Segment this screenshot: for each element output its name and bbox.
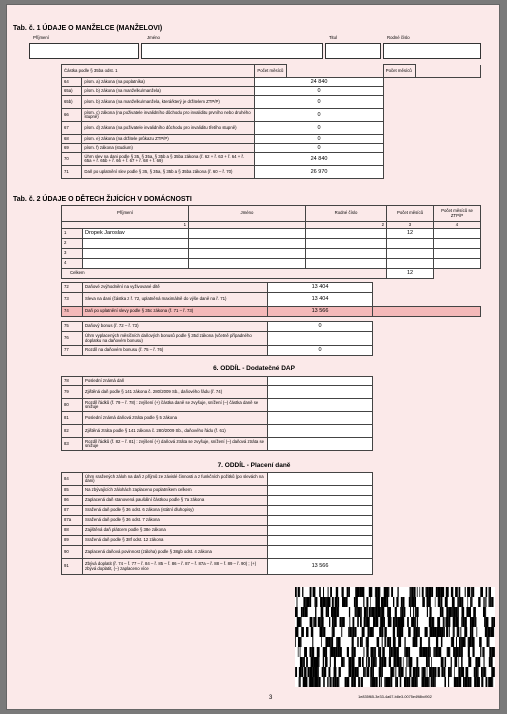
child-months-header: Počet měsíců xyxy=(387,206,434,222)
row-82-value[interactable] xyxy=(268,425,373,438)
name-label: Jméno xyxy=(147,35,160,40)
child-name-header: Jméno xyxy=(189,206,306,222)
page-number: 3 xyxy=(269,695,273,701)
child-benefit-table: 72 Daňové zvýhodnění na vyživované dítě 13 404 73 Sleva na dani (částka z ř. 72, uplatněná maximálně do výše daně na ř. 71) 13 404 74 Daň po uplatnění slevy podle § 35c zákona (ř. 71 – ř. 73) 13 566 xyxy=(61,282,481,317)
months-col-header: Počet měsíců xyxy=(255,65,287,78)
section-6-title: 6. ODDÍL - Dodatečné DAP xyxy=(213,365,295,372)
row-89-value[interactable] xyxy=(268,536,373,546)
row-66-value[interactable]: 0 xyxy=(255,109,383,122)
row-90-value[interactable] xyxy=(268,546,373,559)
spouse-surname-field[interactable] xyxy=(29,43,139,59)
barcode-id: 1e835f65-3e33-4a67-b8e3-0075e498bd902 xyxy=(358,695,432,699)
row-69-value[interactable]: 0 xyxy=(255,144,383,153)
row-65a-value[interactable]: 0 xyxy=(255,87,383,96)
pdf417-barcode xyxy=(295,587,495,687)
row-87-value[interactable] xyxy=(268,506,373,516)
child-surname-header: Příjmení xyxy=(62,206,189,222)
row-83-value[interactable] xyxy=(268,438,373,451)
total-label: Celkem xyxy=(62,269,387,279)
row-91-value[interactable]: 13 566 xyxy=(268,559,373,575)
row-88-value[interactable] xyxy=(268,526,373,536)
row-80-value[interactable] xyxy=(268,399,373,412)
section-7-title: 7. ODDÍL - Placení daně xyxy=(217,462,291,469)
bonus-table: 75 Daňový bonus (ř. 72 – ř. 73) 0 76 Úhrn vyplacených měsíčních daňových bonusů podle § 35d zákona (včetně případného doplatku na daňovém bonusu) 77 Rozdíl na daňovém bonusu (ř. 75 – ř. 76) 0 xyxy=(61,321,481,356)
birth-number-label: Rodné číslo xyxy=(387,35,410,40)
section-6-table: 78 Poslední známá daň 79 Zjištěná daň podle § 141 zákona č. 280/2009 Sb., daňového řádu (ř. 74) 80 Rozdíl řádků (ř. 79 – ř. 78) : zvýšení (+) částka daně se zvyšuje, snížení (–) částka daně se snižuje 81 Poslední známá daňová ztráta podle § 5 zákona 82 Zjištěná ztráta podle § 141 zákona č. 280/2009 Sb., daňového řádu (ř. 61) 83 Rozdíl řádků (ř. 82 – ř. 81) : zvýšení (+) daňová ztráta se zvyšuje, snížení (–) daňová ztráta se snižuje xyxy=(61,376,481,451)
child-1-months[interactable]: 12 xyxy=(387,229,434,239)
row-77-value[interactable]: 0 xyxy=(268,346,373,356)
months-col-header-2: Počet měsíců xyxy=(383,65,415,78)
row-81-value[interactable] xyxy=(268,412,373,425)
row-84-value[interactable] xyxy=(268,473,373,486)
row-74-value[interactable]: 13 566 xyxy=(268,307,373,317)
child-ztpp-header: Počet měsíců se ZTP/P xyxy=(434,206,481,222)
spouse-title-field[interactable] xyxy=(325,43,381,59)
tab1-table: Částka podle § 35ba odst. 1 Počet měsíců Počet měsíců 64 písm. a) zákona (na poplatníka) 24 840 65a) písm. b) zákona (na manželku/manžela) 0 65b) písm. b) zákona (na manželku/manžela, která/který je držitelem ZTP/P) 0 66 písm. c) zákona (na poživatele invalidního důchodu pro invaliditu prvního nebo druhého stupně) 0 67 písm. d) zákona (na poživatele invalidního důchodu pro invaliditu třetího stupně) 0 68 písm. e) zákona (na držitele průkazu ZTP/P) 0 69 písm. f) zákona (studium) 0 70 Úhrn slev na dani podle § 35, § 35a, § 35b a § 35ba zákona (ř. 62 + ř. 63 + ř. 64 + ř. 65a + ř. 65b + ř. 66 + ř. 67 + ř. 68 + ř. 69) 24 840 71 Daň po uplatnění slev podle § 35, § 35a, § 35b a § 35ba zákona (ř. 60 – ř. 70) 26 970 xyxy=(61,64,481,179)
row-72-value[interactable]: 13 404 xyxy=(268,283,373,293)
section-7-table: 84 Úhrn sražených záloh na daň z příjmů ze závislé činnosti a z funkčních požitků (po slevách na dani) 85 Na zbývajících zálohách zaplaceno poplatníkem celkem 86 Zaplacená daň stanovená paušální částkou podle § 7a zákona 87 Sražená daň podle § 36 odst. 6 zákona (státní dluhopisy) 87a Sražená daň podle § 36 odst. 7 zákona 88 Zajištěná daň plátcem podle § 38e zákona 89 Sražená daň podle § 38f odst. 12 zákona 90 Zaplacená daňová povinnost (záloha) podle § 38gb odst. 4 zákona 91 Zbývá doplatit (ř. 74 – ř. 77 – ř. 84 – ř. 85 – ř. 86 – ř. 87 – ř. 87a – ř. 88 – ř. 89 – ř. 90) ; (+) zbývá doplatit, (–) zaplaceno více 13 566 xyxy=(61,472,481,575)
surname-label: Příjmení xyxy=(33,35,49,40)
tab2-title: Tab. č. 2 ÚDAJE O DĚTECH ŽIJÍCÍCH V DOMÁCNOSTI xyxy=(13,196,192,203)
row-70-value[interactable]: 24 840 xyxy=(255,153,383,166)
row-73-value[interactable]: 13 404 xyxy=(268,293,373,307)
child-1-surname[interactable]: Dropek Jaroslav xyxy=(83,229,189,239)
spouse-name-field[interactable] xyxy=(141,43,323,59)
row-75-value[interactable]: 0 xyxy=(268,322,373,332)
row-87a-value[interactable] xyxy=(268,516,373,526)
row-64-value[interactable]: 24 840 xyxy=(255,78,383,87)
row-86-value[interactable] xyxy=(268,496,373,506)
form-page xyxy=(6,4,500,710)
row-85-value[interactable] xyxy=(268,486,373,496)
amount-col-header: Částka podle § 35ba odst. 1 xyxy=(62,65,255,78)
row-68-value[interactable]: 0 xyxy=(255,135,383,144)
row-71-value[interactable]: 26 970 xyxy=(255,166,383,179)
row-67-value[interactable]: 0 xyxy=(255,122,383,135)
row-78-value[interactable] xyxy=(268,377,373,386)
row-76-value[interactable] xyxy=(268,332,373,346)
row-79-value[interactable] xyxy=(268,386,373,399)
tab2-table: Příjmení Jméno Rodné číslo Počet měsíců Počet měsíců se ZTP/P 1 2 3 4 1 Dropek Jaroslav 12 2 3 4 Celkem 12 xyxy=(61,205,481,279)
title-label: Titul xyxy=(329,35,337,40)
spouse-birth-number-field[interactable] xyxy=(383,43,481,59)
row-65b-value[interactable]: 0 xyxy=(255,96,383,109)
child-birth-header: Rodné číslo xyxy=(306,206,387,222)
total-months[interactable]: 12 xyxy=(387,269,434,279)
tab1-title: Tab. č. 1 ÚDAJE O MANŽELCE (MANŽELOVI) xyxy=(13,25,163,32)
